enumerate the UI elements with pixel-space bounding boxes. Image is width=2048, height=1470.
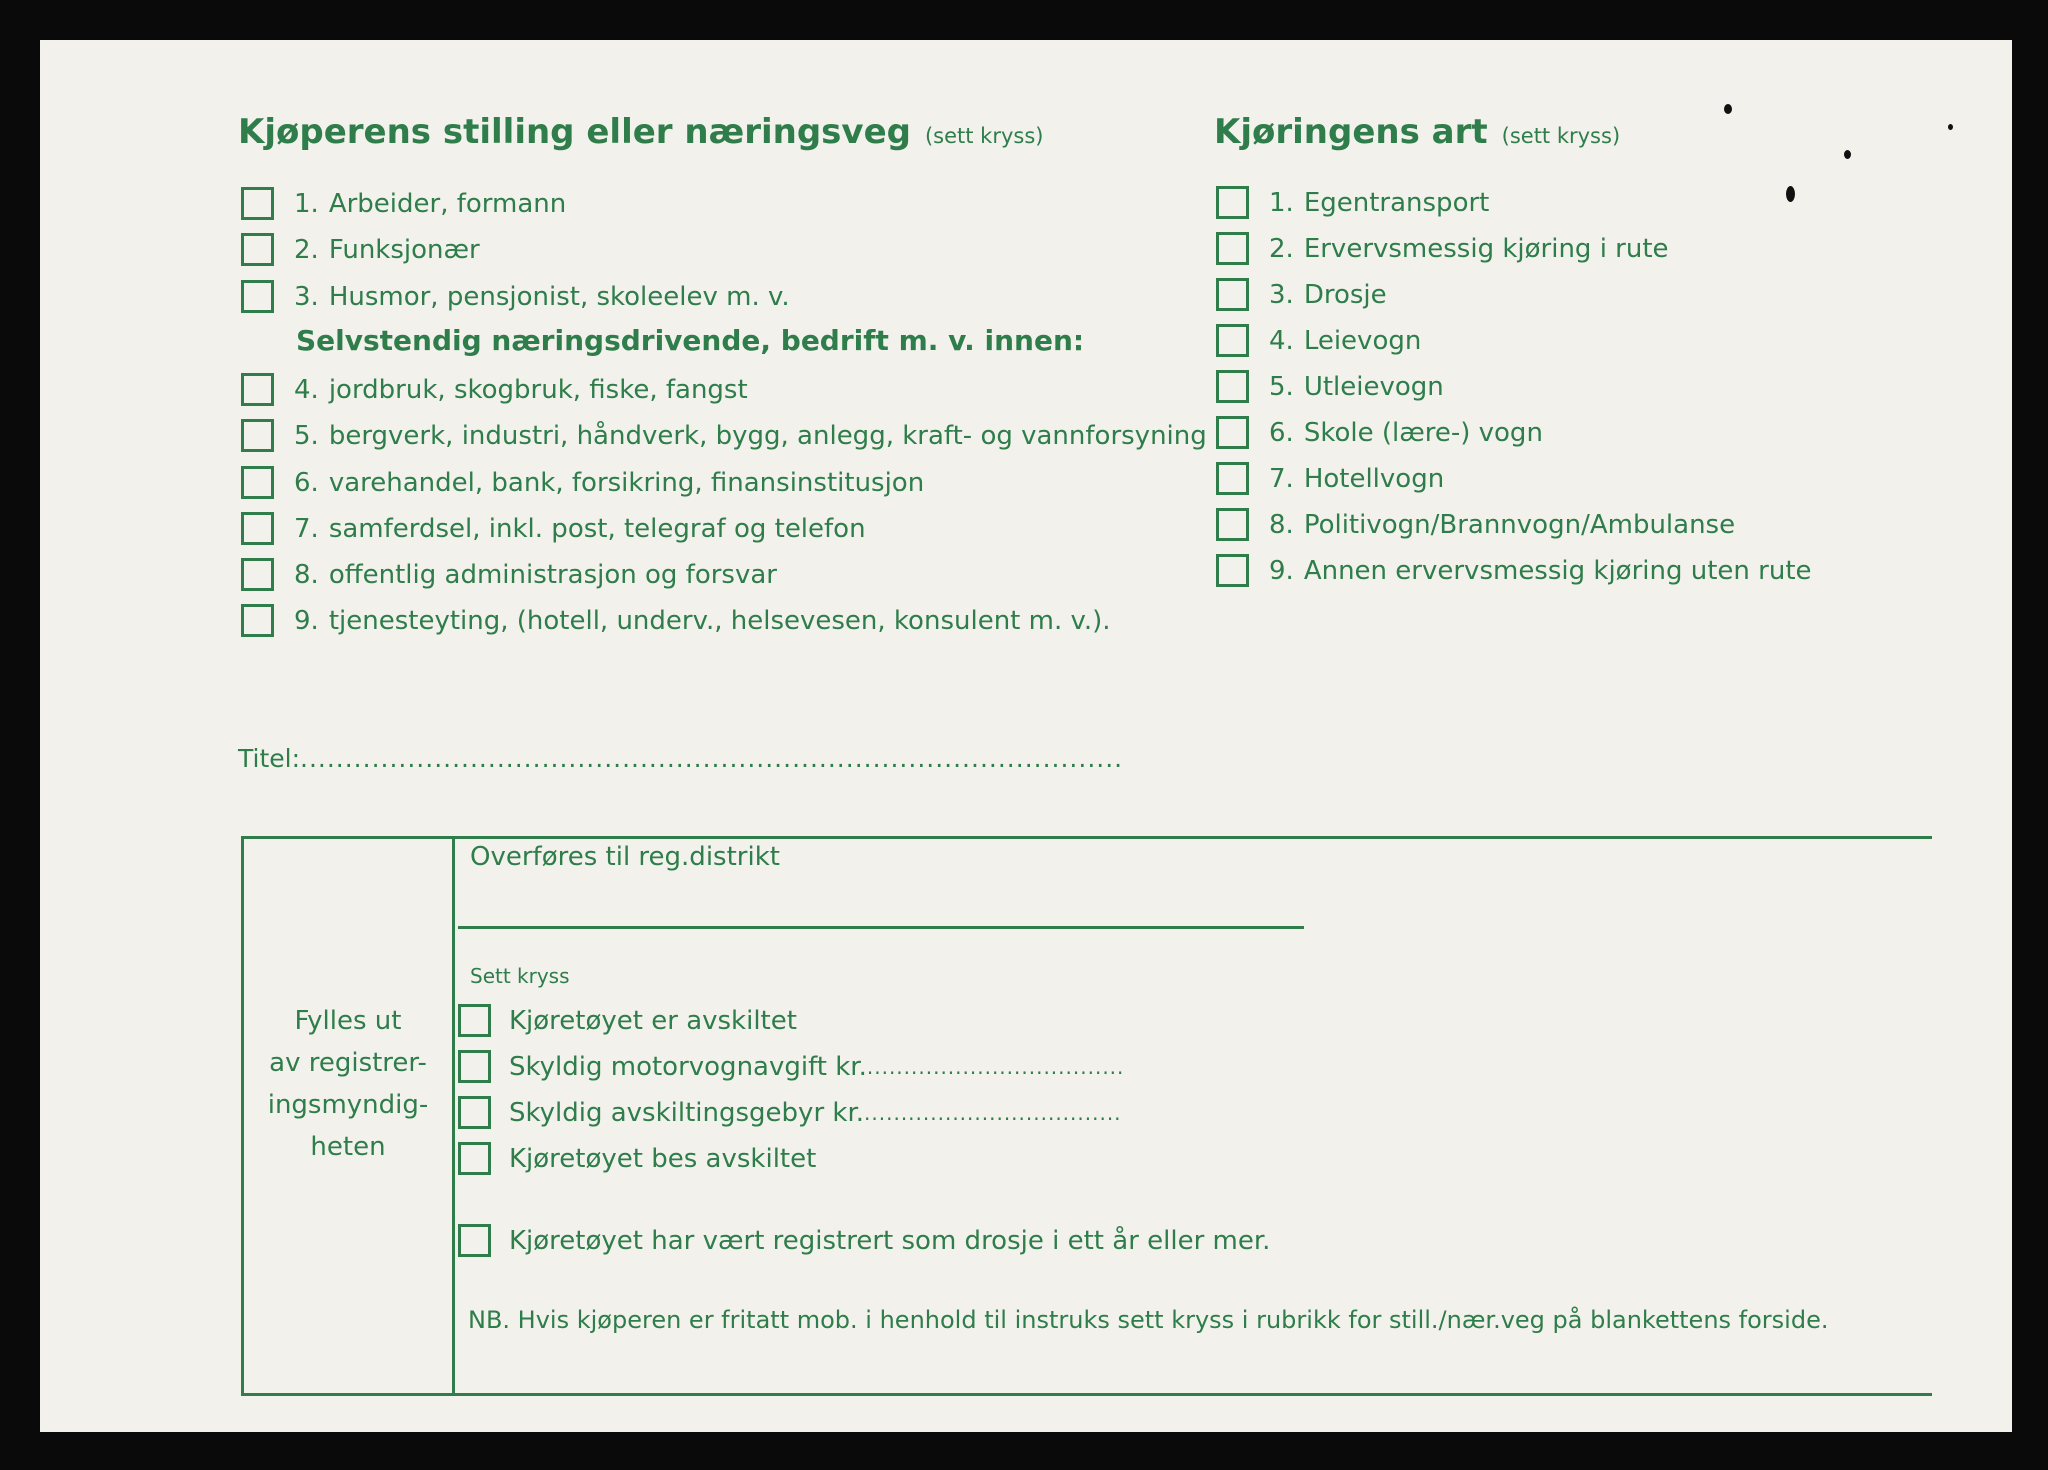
owed-vehicle-tax-check[interactable] xyxy=(458,1050,1124,1083)
checkbox[interactable] xyxy=(241,419,274,452)
option-number: 5. xyxy=(1269,371,1294,402)
occupation-option-5[interactable] xyxy=(241,419,1207,452)
checkbox[interactable] xyxy=(241,558,274,591)
left-section-title xyxy=(238,112,1043,152)
amount-dotted-line[interactable]: ................................... xyxy=(866,1054,1125,1079)
right-title-text: Kjøringens art xyxy=(1214,112,1488,152)
check-label: Kjøretøyet har vært registrert som drosje i ett år eller mer. xyxy=(509,1225,1271,1256)
option-label: Politivogn/Brannvogn/Ambulanse xyxy=(1303,509,1736,540)
option-label: varehandel, bank, forsikring, finansinstitusjon xyxy=(328,467,925,498)
checkbox[interactable] xyxy=(1216,278,1249,311)
side-label-line: ingsmyndig- xyxy=(267,1090,429,1120)
option-number: 6. xyxy=(294,467,319,498)
option-number: 7. xyxy=(1269,463,1294,494)
checkbox[interactable] xyxy=(1216,508,1249,541)
driving-type-option-7[interactable] xyxy=(1216,462,1444,495)
occupation-option-1[interactable] xyxy=(241,187,566,220)
checkbox[interactable] xyxy=(241,373,274,406)
driving-type-option-6[interactable] xyxy=(1216,416,1543,449)
authority-side-label xyxy=(248,1000,448,1168)
option-number: 7. xyxy=(294,513,319,544)
option-label: samferdsel, inkl. post, telegraf og telefon xyxy=(328,513,866,544)
checkbox[interactable] xyxy=(241,604,274,637)
option-number: 4. xyxy=(1269,325,1294,356)
option-label: jordbruk, skogbruk, fiske, fangst xyxy=(328,374,748,405)
side-label-line: Fylles ut xyxy=(294,1006,402,1036)
option-number: 2. xyxy=(1269,233,1294,264)
driving-type-option-3[interactable] xyxy=(1216,278,1387,311)
occupation-option-3[interactable] xyxy=(241,280,790,313)
driving-type-option-4[interactable] xyxy=(1216,324,1421,357)
option-label: bergverk, industri, håndverk, bygg, anlegg, kraft- og vannforsyning xyxy=(328,420,1207,451)
checkbox[interactable] xyxy=(458,1004,491,1037)
option-label: Husmor, pensjonist, skoleelev m. v. xyxy=(328,281,790,312)
option-label: Funksjonær xyxy=(328,234,480,265)
driving-type-option-1[interactable] xyxy=(1216,186,1489,219)
request-deregistration-check[interactable] xyxy=(458,1142,816,1175)
checkbox[interactable] xyxy=(458,1224,491,1257)
option-number: 4. xyxy=(294,374,319,405)
option-number: 1. xyxy=(1269,187,1294,218)
checkbox[interactable] xyxy=(1216,462,1249,495)
transfer-district-line[interactable] xyxy=(458,926,1304,929)
driving-type-option-5[interactable] xyxy=(1216,370,1444,403)
option-label: Ervervsmessig kjøring i rute xyxy=(1303,233,1669,264)
checkbox[interactable] xyxy=(1216,416,1249,449)
option-number: 8. xyxy=(1269,509,1294,540)
check-label: Kjøretøyet er avskiltet xyxy=(509,1005,797,1036)
titel-dotted-line: ............................................................................................ xyxy=(300,744,1124,773)
driving-type-option-2[interactable] xyxy=(1216,232,1669,265)
left-title-hint: (sett kryss) xyxy=(924,124,1044,148)
checkbox[interactable] xyxy=(458,1142,491,1175)
side-label-line: av registrer- xyxy=(269,1048,427,1078)
right-title-hint: (sett kryss) xyxy=(1501,124,1621,148)
option-label: Utleievogn xyxy=(1303,371,1444,402)
occupation-option-7[interactable] xyxy=(241,512,866,545)
driving-type-option-9[interactable] xyxy=(1216,554,1812,587)
option-label: Arbeider, formann xyxy=(328,188,567,219)
option-label: Skole (lære-) vogn xyxy=(1303,417,1543,448)
option-label: Hotellvogn xyxy=(1303,463,1445,494)
option-label: Leievogn xyxy=(1303,325,1422,356)
side-label-line: heten xyxy=(310,1132,386,1162)
deregistered-check[interactable] xyxy=(458,1004,797,1037)
option-label: Annen ervervsmessig kjøring uten rute xyxy=(1303,555,1812,586)
amount-dotted-line[interactable]: ................................... xyxy=(864,1100,1122,1125)
occupation-option-4[interactable] xyxy=(241,373,748,406)
checkbox[interactable] xyxy=(1216,232,1249,265)
owed-deregistration-fee-check[interactable] xyxy=(458,1096,1122,1129)
sett-kryss-label: Sett kryss xyxy=(470,964,570,988)
checkbox[interactable] xyxy=(458,1096,491,1129)
taxi-registered-check[interactable] xyxy=(458,1224,1270,1257)
driving-type-option-8[interactable] xyxy=(1216,508,1735,541)
option-label: Drosje xyxy=(1303,279,1387,310)
right-section-title xyxy=(1214,112,1620,152)
checkbox[interactable] xyxy=(458,1050,491,1083)
occupation-option-2[interactable] xyxy=(241,233,480,266)
option-number: 2. xyxy=(294,234,319,265)
option-number: 9. xyxy=(1269,555,1294,586)
option-number: 3. xyxy=(294,281,319,312)
checkbox[interactable] xyxy=(1216,186,1249,219)
option-label: Egentransport xyxy=(1303,187,1490,218)
checkbox[interactable] xyxy=(1216,324,1249,357)
check-label: Kjøretøyet bes avskiltet xyxy=(509,1143,817,1174)
option-number: 5. xyxy=(294,420,319,451)
checkbox[interactable] xyxy=(241,512,274,545)
occupation-option-9[interactable] xyxy=(241,604,1111,637)
titel-label: Titel: xyxy=(238,744,300,773)
option-number: 8. xyxy=(294,559,319,590)
checkbox[interactable] xyxy=(241,187,274,220)
nb-note: NB. Hvis kjøperen er fritatt mob. i henhold til instruks sett kryss i rubrikk for still./nær.veg på blankettens forside. xyxy=(468,1306,1829,1334)
checkbox[interactable] xyxy=(241,280,274,313)
scan-speck xyxy=(1786,186,1795,202)
occupation-option-8[interactable] xyxy=(241,558,777,591)
option-label: offentlig administrasjon og forsvar xyxy=(328,559,777,590)
authority-box-divider xyxy=(452,836,455,1396)
titel-field[interactable] xyxy=(238,744,1123,773)
self-employed-subheading: Selvstendig næringsdrivende, bedrift m. v. innen: xyxy=(296,324,1085,357)
checkbox[interactable] xyxy=(241,233,274,266)
option-label: tjenesteyting, (hotell, underv., helsevesen, konsulent m. v.). xyxy=(328,605,1111,636)
left-title-text: Kjøperens stilling eller næringsveg xyxy=(238,112,911,152)
transfer-district-label: Overføres til reg.distrikt xyxy=(470,842,780,872)
occupation-option-6[interactable] xyxy=(241,466,924,499)
scan-speck xyxy=(1844,150,1851,159)
scan-speck xyxy=(1948,124,1953,130)
checkbox[interactable] xyxy=(1216,554,1249,587)
check-label: Skyldig motorvognavgift kr. xyxy=(509,1051,867,1082)
option-number: 9. xyxy=(294,605,319,636)
checkbox[interactable] xyxy=(1216,370,1249,403)
checkbox[interactable] xyxy=(241,466,274,499)
scan-speck xyxy=(1724,104,1732,114)
check-label: Skyldig avskiltingsgebyr kr. xyxy=(509,1097,865,1128)
option-number: 1. xyxy=(294,188,319,219)
option-number: 6. xyxy=(1269,417,1294,448)
option-number: 3. xyxy=(1269,279,1294,310)
